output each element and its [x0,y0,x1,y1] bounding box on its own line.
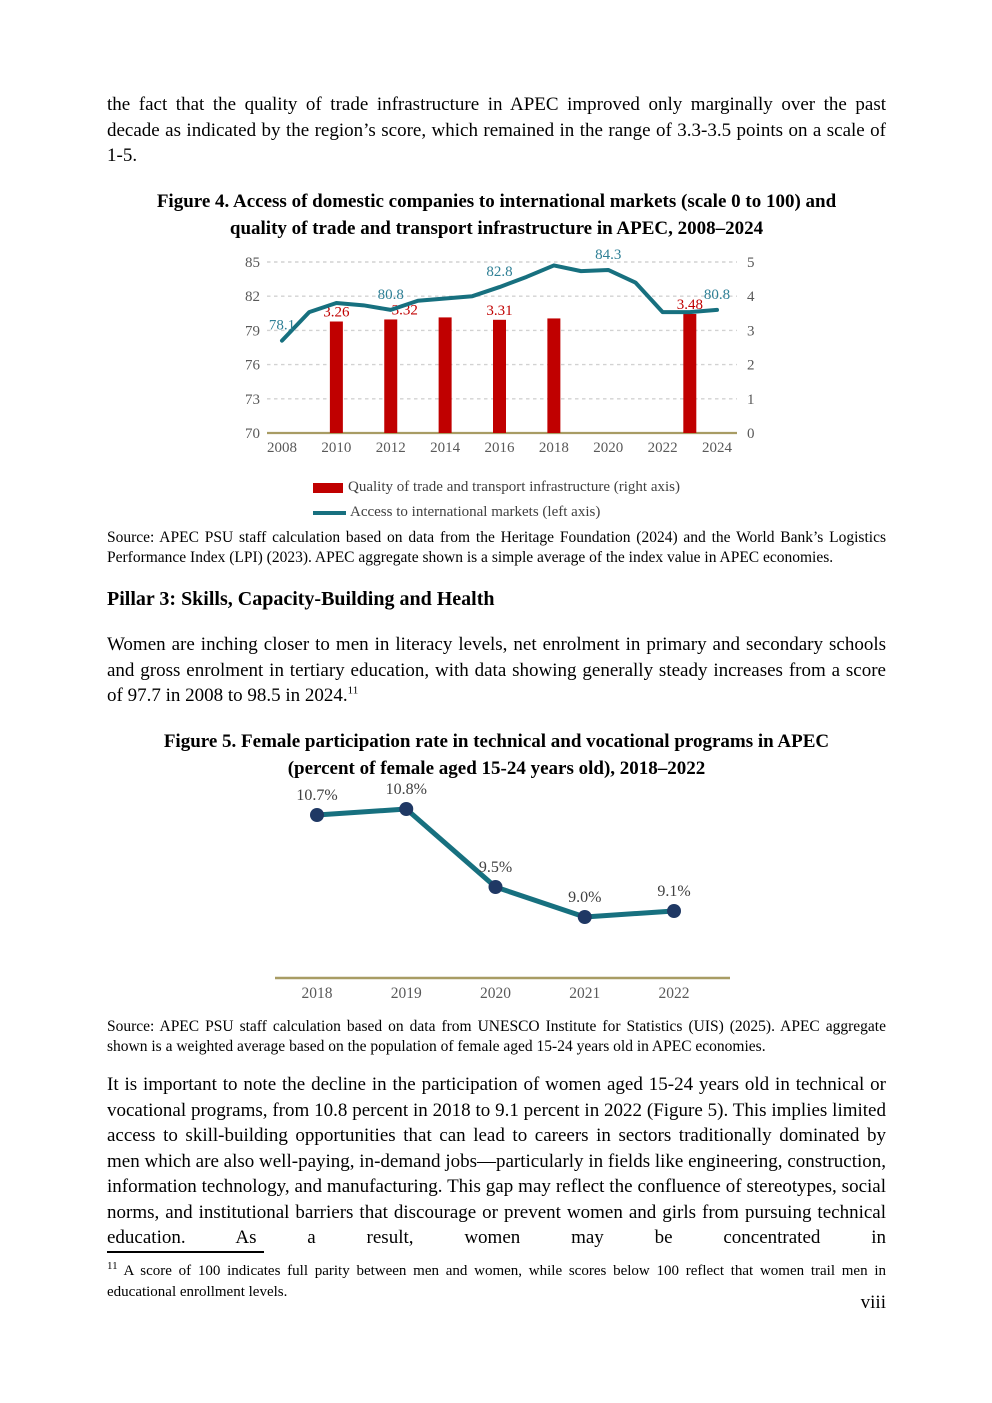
figure5-chart-svg [250,780,742,1012]
fig4-bars [330,314,696,433]
figure4-legend-item-bars [313,475,780,500]
figure5-title-line2: (percent of female aged 15-24 years old), 2018–2022 [287,758,706,779]
svg-text:73: 73 [245,391,260,408]
page-number: viii [860,1292,886,1313]
svg-text:78.1: 78.1 [268,317,296,334]
footnote-separator [107,1251,264,1253]
footnote-11 [107,1261,886,1303]
svg-text:4: 4 [747,289,755,306]
decline-paragraph: It is important to note the decline in the participation of women aged 15-24 years old in technical or vocational programs, from 10.8 percent in 2018 to 9.1 percent in 2022 (Figure 5). This implies limited access to skill-building opportunities that can lead to careers in sectors traditionally dominated by men which are also well-paying, in-demand jobs—particularly in fields like engineering, construction, information technology, and manufacturing. This gap may reflect the confluence of stereotypes, social norms, and institutional barriers that discourage or prevent women and girls from pursuing technical education. As a result, women may be concentrated in [107,1074,886,1248]
figure5-chart [250,780,742,1017]
svg-text:82.8: 82.8 [486,264,513,281]
svg-text:2019: 2019 [390,985,422,1002]
svg-text:79: 79 [245,323,260,340]
svg-text:5: 5 [747,255,755,271]
svg-text:2022: 2022 [647,440,678,456]
svg-text:3.26: 3.26 [323,304,350,321]
figure4-legend [235,475,780,525]
svg-text:3: 3 [747,323,755,340]
svg-text:2: 2 [747,357,755,374]
svg-text:2018: 2018 [301,985,333,1002]
literacy-text: Women are inching closer to men in literacy levels, net enrolment in primary and secondary schools and gross enrolment in tertiary education, with data showing generally steady increases from a score of 97.7 in 2008 to 98.5 in 2024. [107,634,886,706]
svg-text:2022: 2022 [658,985,690,1002]
figure5-title [107,728,886,782]
figure4-chart-svg [235,245,780,460]
footnote-marker: 11 [107,1260,118,1272]
intro-paragraph: the fact that the quality of trade infrastructure in APEC improved only marginally over the past decade as indicated by the region’s score, which remained in the range of 3.3-3.5 points on a scale of 1-5. [107,94,886,166]
figure4-legend-label-line: Access to international markets (left axis) [350,504,601,520]
svg-text:2012: 2012 [375,440,406,456]
svg-text:80.8: 80.8 [377,286,404,303]
svg-text:2020: 2020 [480,985,511,1002]
svg-text:70: 70 [245,426,260,442]
svg-text:3.31: 3.31 [486,302,513,319]
svg-text:3.48: 3.48 [676,296,703,313]
pillar3-heading: Pillar 3: Skills, Capacity-Building and Health [107,588,495,610]
svg-text:2021: 2021 [569,985,601,1002]
svg-text:9.5%: 9.5% [478,859,513,876]
figure4-title-line1: Figure 4. Access of domestic companies to international markets (scale 0 to 100) and [156,191,837,212]
footnote-ref-11: 11 [347,684,359,697]
figure4-legend-swatch-bar [313,483,343,493]
svg-text:0: 0 [747,426,755,442]
svg-text:2008: 2008 [267,440,297,456]
svg-text:85: 85 [245,255,260,271]
svg-text:2014: 2014 [430,440,461,456]
svg-text:84.3: 84.3 [595,246,622,263]
svg-text:2010: 2010 [321,440,352,456]
svg-text:2020: 2020 [593,440,624,456]
svg-text:76: 76 [245,357,260,374]
svg-text:1: 1 [747,391,755,408]
figure4-source: Source: APEC PSU staff calculation based on data from the Heritage Foundation (2024) and the World Bank’s Logistics Performance Index (LPI) (2023). APEC aggregate shown is a simple average of the index value in APEC economies. [107,529,886,566]
svg-text:80.8: 80.8 [703,286,731,303]
fig4-right-axis-ticks [747,255,755,442]
figure4-title-line2: quality of trade and transport infrastructure in APEC, 2008–2024 [229,218,764,239]
svg-text:82: 82 [245,289,260,306]
fig4-x-axis-ticks [267,440,733,456]
figure4-legend-label-bars: Quality of trade and transport infrastructure (right axis) [348,479,680,495]
svg-text:3.32: 3.32 [391,302,418,319]
figure4-legend-item-line [313,500,780,525]
figure4-title [107,188,886,242]
svg-text:9.1%: 9.1% [657,883,691,900]
figure5-source: Source: APEC PSU staff calculation based on data from UNESCO Institute for Statistics (UIS) (2025). APEC aggregate shown is a weighted average based on the population of female aged 15-24 years old in APEC economies. [107,1018,886,1055]
fig4-left-axis-ticks [245,255,261,442]
fig5-x-axis-ticks [302,985,690,1002]
figure5-title-line1: Figure 5. Female participation rate in technical and vocational programs in APEC [163,731,830,752]
literacy-paragraph [107,632,886,709]
svg-text:2024: 2024 [702,440,732,456]
svg-text:2018: 2018 [538,440,569,456]
svg-text:9.0%: 9.0% [568,889,602,906]
figure4-chart [235,245,780,525]
svg-text:2016: 2016 [484,440,515,456]
footnote-text: A score of 100 indicates full parity between men and women, while scores below 100 reflect that women trail men in educational enrollment levels. [107,1263,886,1300]
svg-text:10.8%: 10.8% [385,781,427,798]
figure4-legend-swatch-line [313,511,346,515]
svg-text:10.7%: 10.7% [296,787,338,804]
